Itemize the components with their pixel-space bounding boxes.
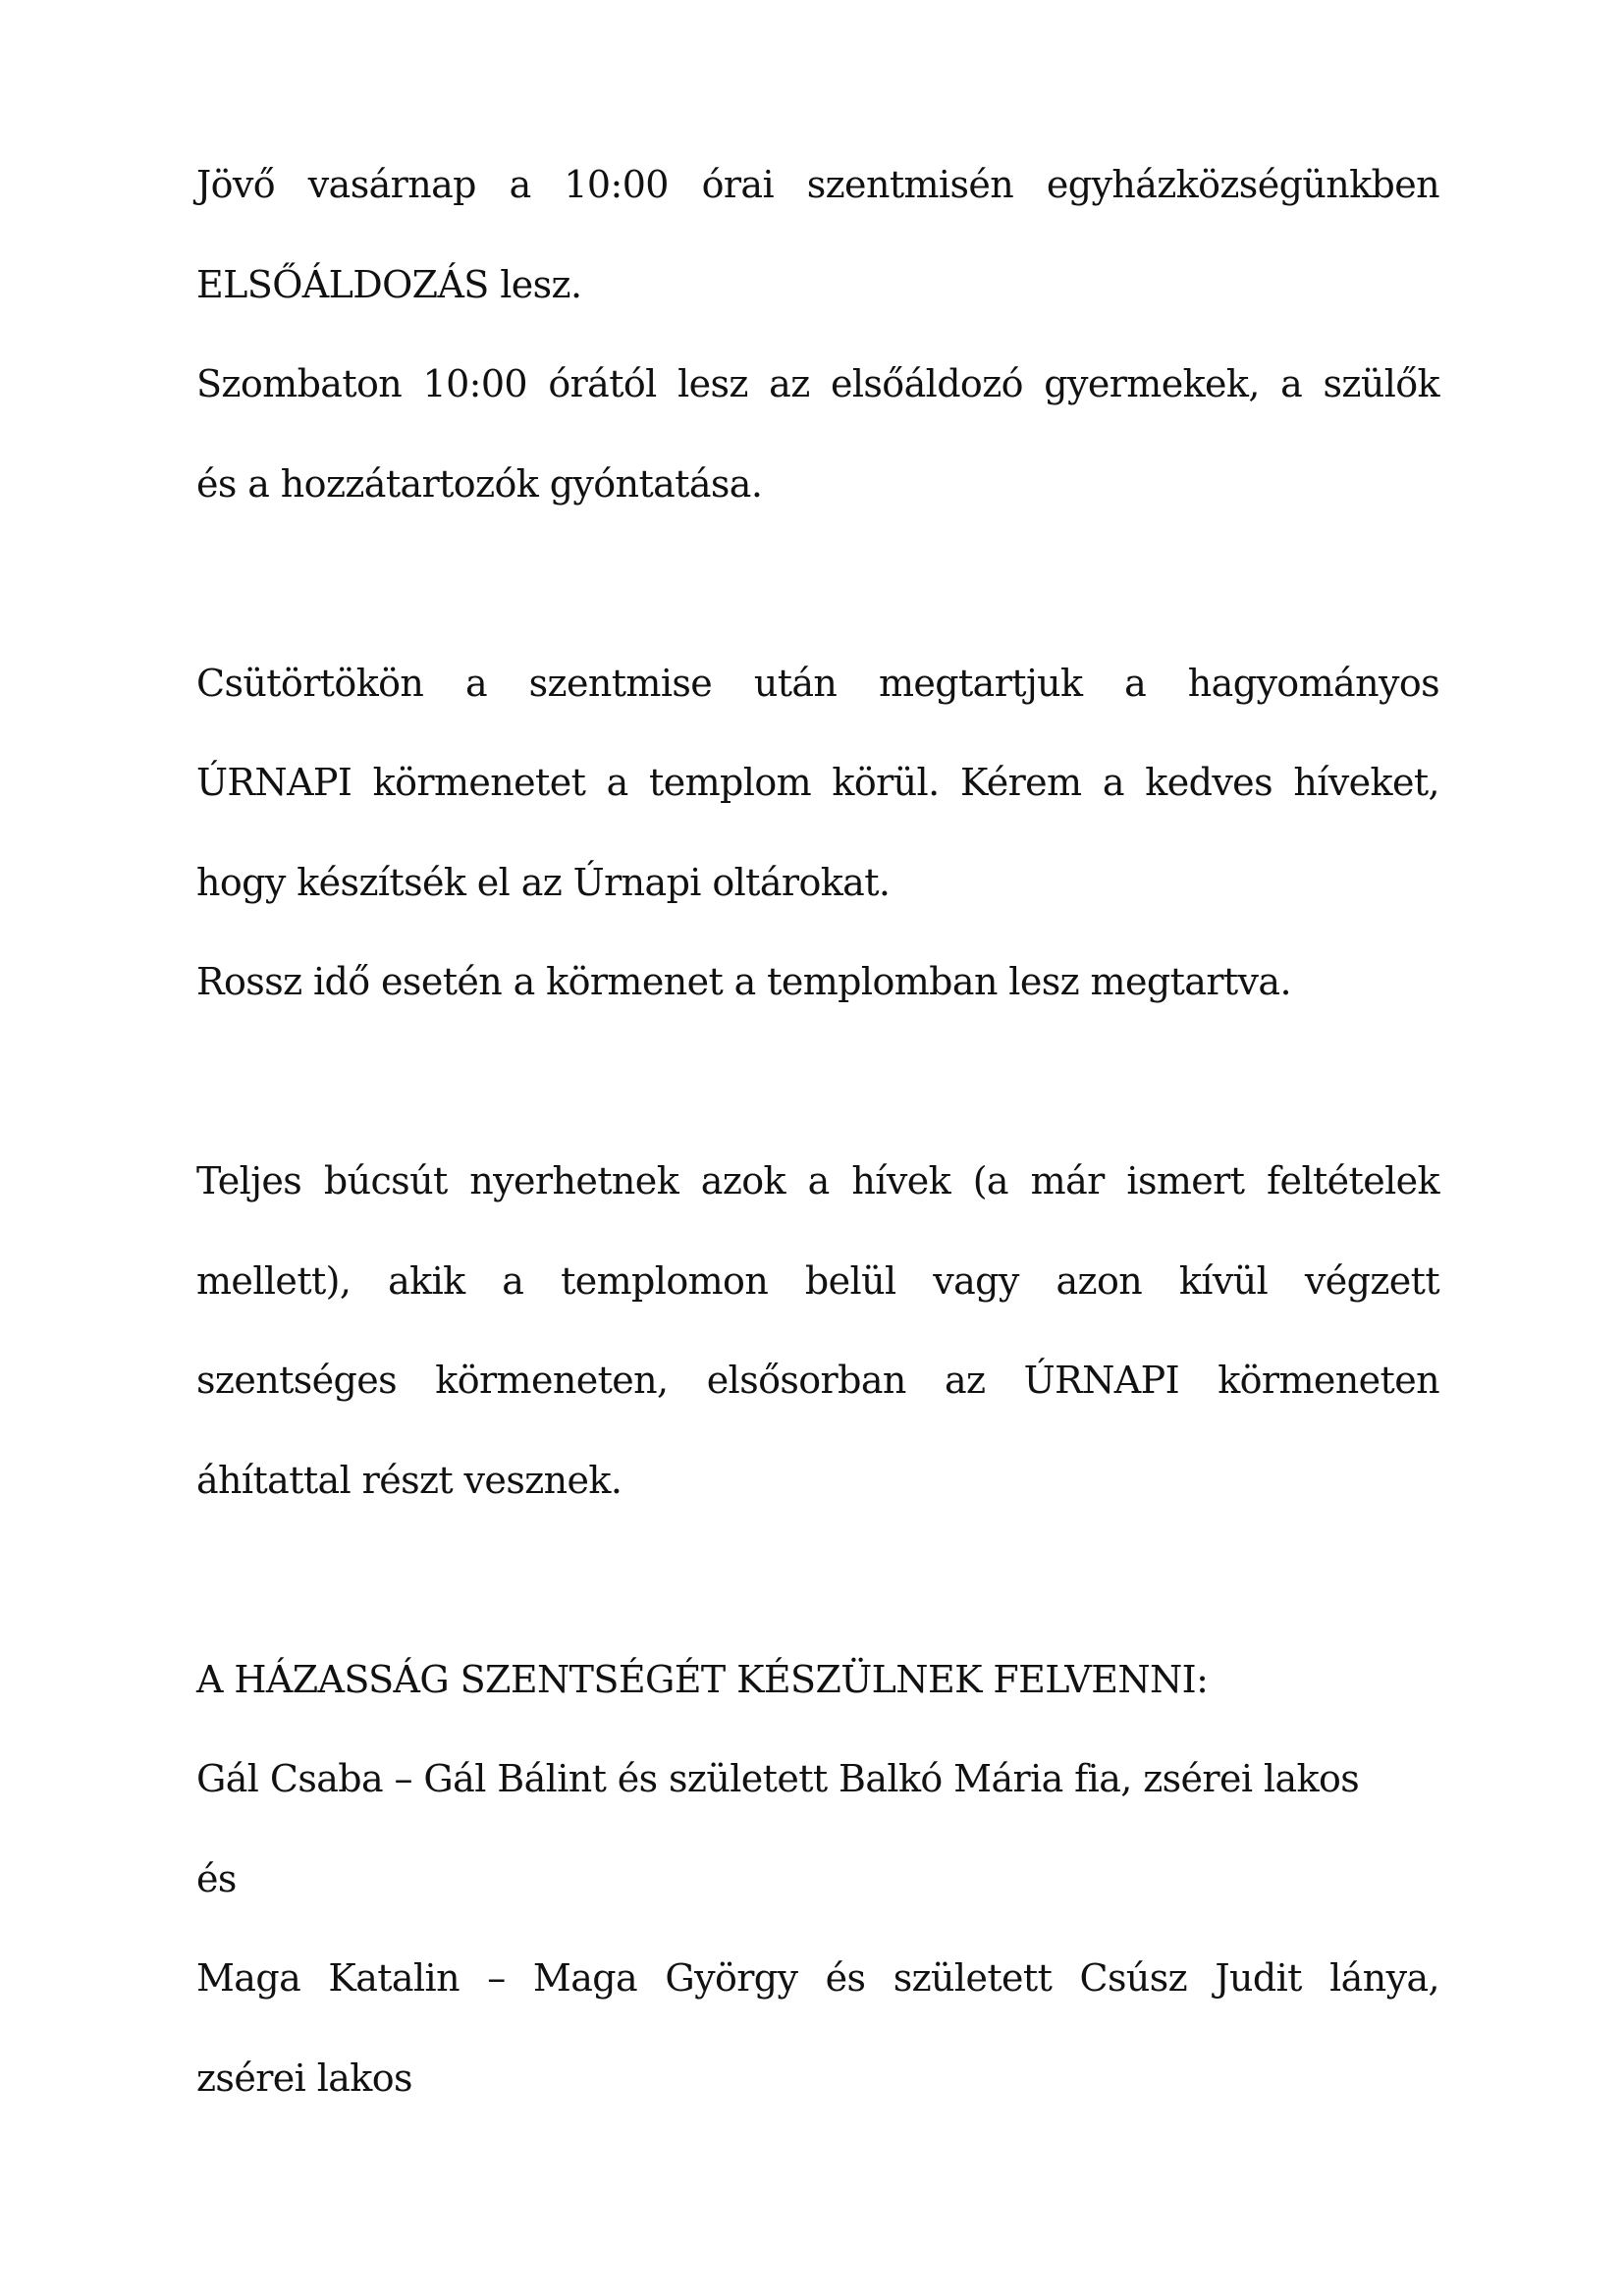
marriage-banns-section [196, 1630, 1439, 2129]
first-communion-paragraph [196, 135, 1439, 534]
paragraph-gap [196, 1530, 1439, 1630]
text-line: Teljes búcsút nyerhetnek azok a hívek (a már ismert feltételek [196, 1159, 1439, 1202]
indulgence-paragraph [196, 1132, 1439, 1530]
text-line: ELSŐÁLDOZÁS lesz. [196, 262, 582, 306]
text-line: és a hozzátartozók gyóntatása. [196, 461, 763, 506]
text-line: mellett), akik a templomon belül vagy azon kívül végzett [196, 1258, 1439, 1303]
text-line: és [196, 1856, 237, 1900]
text-line: áhítattal részt vesznek. [196, 1458, 623, 1502]
text-line: Csütörtökön a szentmise után megtartjuk a hagyományos [196, 661, 1439, 705]
text-line: Gál Csaba – Gál Bálint és született Balkó Mária fia, zsérei lakos [196, 1757, 1360, 1800]
corpus-christi-paragraph [196, 634, 1439, 1033]
text-line: Szombaton 10:00 órától lesz az elsőáldozó gyermekek, a szülők [196, 362, 1439, 405]
text-line: szentséges körmeneten, elsősorban az ÚRNAPI körmeneten [196, 1359, 1439, 1402]
text-line: Rossz idő esetén a körmenet a templomban lesz megtartva. [196, 960, 1291, 1003]
text-line: hogy készítsék el az Úrnapi oltárokat. [196, 860, 891, 904]
text-line: Maga Katalin – Maga György és született Csúsz Judit lánya, [196, 1956, 1439, 2000]
text-line: ÚRNAPI körmenetet a templom körül. Kérem a kedves híveket, [196, 761, 1439, 804]
paragraph-gap [196, 534, 1439, 634]
text-line: Jövő vasárnap a 10:00 órai szentmisén egyházközségünkben [196, 163, 1439, 206]
document-page [196, 135, 1439, 2128]
text-line: zsérei lakos [196, 2056, 412, 2100]
section-heading: A HÁZASSÁG SZENTSÉGÉT KÉSZÜLNEK FELVENNI: [196, 1657, 1209, 1701]
paragraph-gap [196, 1033, 1439, 1133]
